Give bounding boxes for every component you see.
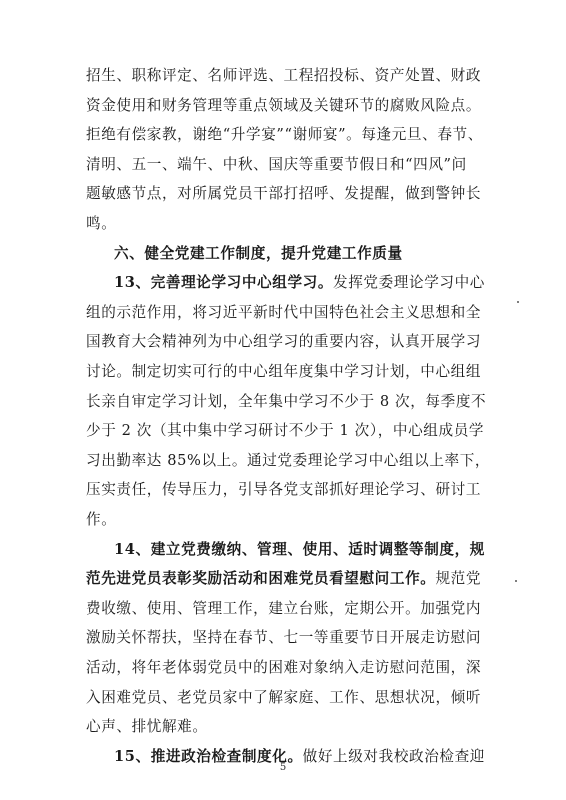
text-segment: 国教育大会精神列为中心组学习的重要内容，认真开展学习 xyxy=(86,333,482,350)
text-line xyxy=(86,332,486,352)
text-segment: 资金使用和财务管理等重点领域及关键环节的腐败风险点。 xyxy=(86,97,482,114)
text-segment: 鸣。 xyxy=(86,215,117,232)
text-segment: 压实责任，传导压力，引导各党支部抓好理论学习、研讨工 xyxy=(86,481,482,498)
page-number: 5 xyxy=(279,762,287,773)
text-line xyxy=(114,273,486,293)
scan-speck xyxy=(517,301,519,303)
text-segment: 激励关怀帮扶，坚持在春节、七一等重要节日开展走访慰问 xyxy=(86,629,482,646)
text-line xyxy=(86,303,486,323)
text-segment: 拒绝有偿家教，谢绝“升学宴”“谢师宴”。每逢元旦、春节、 xyxy=(86,126,483,143)
text-segment: 费收缴、使用、管理工作，建立台账，定期公开。加强党内 xyxy=(86,600,482,617)
text-line xyxy=(86,362,486,382)
text-segment: 少于 2 次（其中集中学习研讨不少于 1 次），中心组成员学 xyxy=(86,422,485,439)
text-segment: 招生、职称评定、名师评选、工程招投标、资产处置、财政 xyxy=(86,67,482,84)
text-line xyxy=(86,96,486,116)
bold-text-segment: 13、完善理论学习中心组学习。 xyxy=(114,274,334,291)
text-line xyxy=(86,184,486,204)
text-line xyxy=(86,451,491,471)
bold-text-segment: 14、建立党费缴纳、管理、使用、适时调整等制度，规 xyxy=(114,541,485,558)
text-line xyxy=(86,688,486,708)
text-segment: 做好上级对我校政治检查迎 xyxy=(302,748,485,765)
text-line xyxy=(86,66,486,86)
text-line xyxy=(86,125,486,145)
text-line xyxy=(86,569,486,589)
text-segment: 题敏感节点，对所属党员干部打招呼、发提醒，做到警钟长 xyxy=(86,185,482,202)
text-segment: 讨论。制定切实可行的中心组年度集中学习计划，中心组组 xyxy=(86,363,482,380)
text-segment: 活动，将年老体弱党员中的困难对象纳入走访慰问范围，深 xyxy=(86,659,482,676)
bold-text-segment: 15、推进政治检查制度化。 xyxy=(114,748,303,765)
text-line xyxy=(86,155,486,175)
text-line xyxy=(86,599,486,619)
text-line xyxy=(114,244,486,264)
scan-speck xyxy=(515,580,517,582)
text-segment: 规范党 xyxy=(435,570,482,587)
text-segment: 发挥党委理论学习中心 xyxy=(333,274,485,291)
text-segment: 长亲自审定学习计划，全年集中学习不少于 8 次，每季度不 xyxy=(86,393,487,410)
text-segment: 清明、五一、端午、中秋、国庆等重要节假日和“四风”问 xyxy=(86,156,467,173)
text-line xyxy=(86,421,486,441)
text-segment: 入困难党员、老党员家中了解家庭、工作、思想状况，倾听 xyxy=(86,689,482,706)
text-line xyxy=(86,510,486,530)
text-line xyxy=(86,214,486,234)
text-line xyxy=(86,392,486,412)
bold-text-segment: 范先进党员表彰奖励活动和困难党员看望慰问工作。 xyxy=(86,570,436,587)
text-segment: 心声、排忧解难。 xyxy=(86,718,208,735)
text-line xyxy=(86,658,486,678)
text-segment: 组的示范作用，将习近平新时代中国特色社会主义思想和全 xyxy=(86,304,482,321)
text-segment: 习出勤率达 85%以上。通过党委理论学习中心组以上率下， xyxy=(86,452,491,469)
text-line xyxy=(86,628,486,648)
text-line xyxy=(86,717,486,737)
text-segment: 作。 xyxy=(86,511,117,528)
bold-text-segment: 六、健全党建工作制度，提升党建工作质量 xyxy=(114,245,403,262)
text-line xyxy=(114,540,486,560)
text-line xyxy=(86,480,486,500)
